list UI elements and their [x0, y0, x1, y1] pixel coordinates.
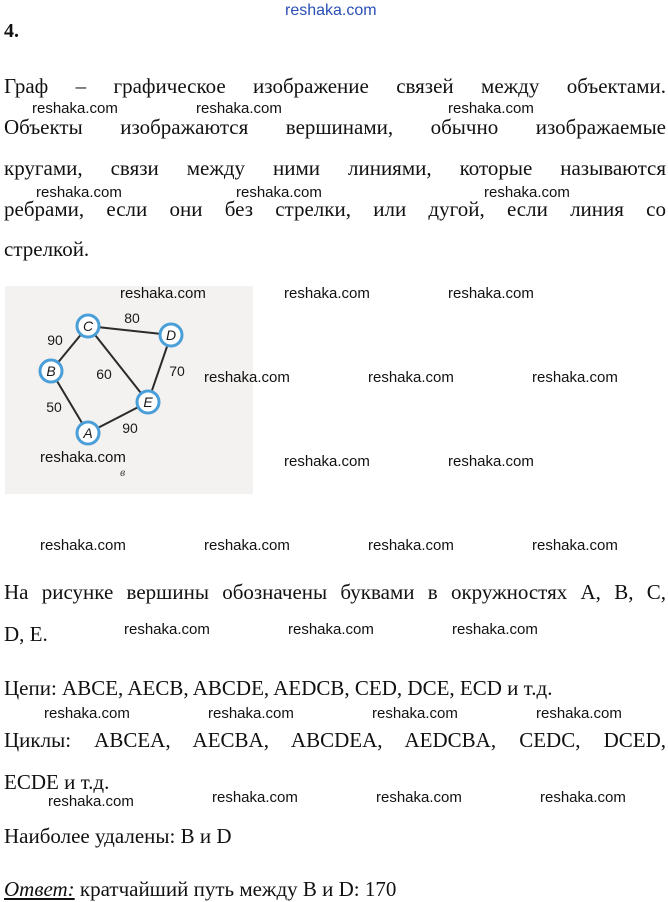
watermark: reshaka.com: [532, 537, 618, 554]
watermark: reshaka.com: [452, 621, 538, 638]
vertices-text: D, E.: [4, 622, 48, 646]
watermark: reshaka.com: [212, 789, 298, 806]
figure-caption: в: [120, 465, 126, 479]
watermark: reshaka.com: [208, 705, 294, 722]
watermark: reshaka.com: [32, 100, 118, 117]
watermark: reshaka.com: [532, 369, 618, 386]
watermark: reshaka.com: [448, 453, 534, 470]
chains-text: Цепи: ABCE, AECB, ABCDE, AEDCB, CED, DCE, ECD и т.д.: [4, 676, 553, 700]
intro-line: стрелкой.: [4, 237, 90, 261]
watermark: reshaka.com: [484, 184, 570, 201]
vertices-text: На рисунке вершины обозначены буквами в окружностях A, B, C,: [4, 580, 666, 604]
watermark: reshaka.com: [120, 285, 206, 302]
watermark: reshaka.com: [204, 537, 290, 554]
watermark: reshaka.com: [540, 789, 626, 806]
watermark: reshaka.com: [368, 369, 454, 386]
watermark: reshaka.com: [536, 705, 622, 722]
watermark: reshaka.com: [448, 100, 534, 117]
cycles-text: Циклы: ABCEA, AECBA, ABCDEA, AEDCBA, CEDC, DCED,: [4, 728, 666, 752]
intro-line: Граф – графическое изображение связей между объектами.: [4, 74, 666, 98]
watermark: reshaka.com: [204, 369, 290, 386]
vertex-label: A: [83, 425, 93, 441]
edge-weight: 90: [47, 332, 63, 348]
watermark: reshaka.com: [196, 100, 282, 117]
vertex-label: B: [46, 363, 56, 379]
watermark: reshaka.com: [448, 285, 534, 302]
answer-label: Ответ:: [4, 877, 75, 901]
edge-weight: 60: [96, 366, 112, 382]
edge-weight: 50: [46, 399, 62, 415]
watermark: reshaka.com: [36, 184, 122, 201]
vertex-label: D: [165, 327, 177, 343]
answer-line: [4, 879, 396, 900]
watermark: reshaka.com: [376, 789, 462, 806]
intro-line: Объекты изображаются вершинами, обычно изображаемые: [4, 115, 666, 139]
watermark: reshaka.com: [372, 705, 458, 722]
task-number: 4.: [4, 20, 19, 42]
edge-c-d: [88, 326, 171, 335]
watermark: reshaka.com: [284, 285, 370, 302]
vertex-label: E: [143, 394, 153, 410]
watermark: reshaka.com: [236, 184, 322, 201]
edge-c-e: [88, 326, 148, 402]
watermark: reshaka.com: [124, 621, 210, 638]
watermark: reshaka.com: [40, 449, 126, 466]
edge-weight: 80: [124, 310, 140, 326]
edge-weight: 70: [169, 363, 185, 379]
answer-text: кратчайший путь между B и D: 170: [79, 877, 397, 901]
edge-weight: 90: [122, 420, 138, 436]
watermark: reshaka.com: [288, 621, 374, 638]
watermark: reshaka.com: [48, 793, 134, 810]
watermark: reshaka.com: [368, 537, 454, 554]
watermark: reshaka.com: [284, 453, 370, 470]
intro-line: кругами, связи между ними линиями, которые называются: [4, 156, 666, 180]
farthest-text: Наиболее удалены: B и D: [4, 824, 232, 848]
cycles-text: ECDE и т.д.: [4, 770, 110, 794]
watermark: reshaka.com: [285, 2, 377, 19]
intro-line: ребрами, если они без стрелки, или дугой, если линия со: [4, 197, 666, 221]
vertex-label: C: [82, 318, 94, 334]
watermark: reshaka.com: [40, 537, 126, 554]
watermark: reshaka.com: [44, 705, 130, 722]
